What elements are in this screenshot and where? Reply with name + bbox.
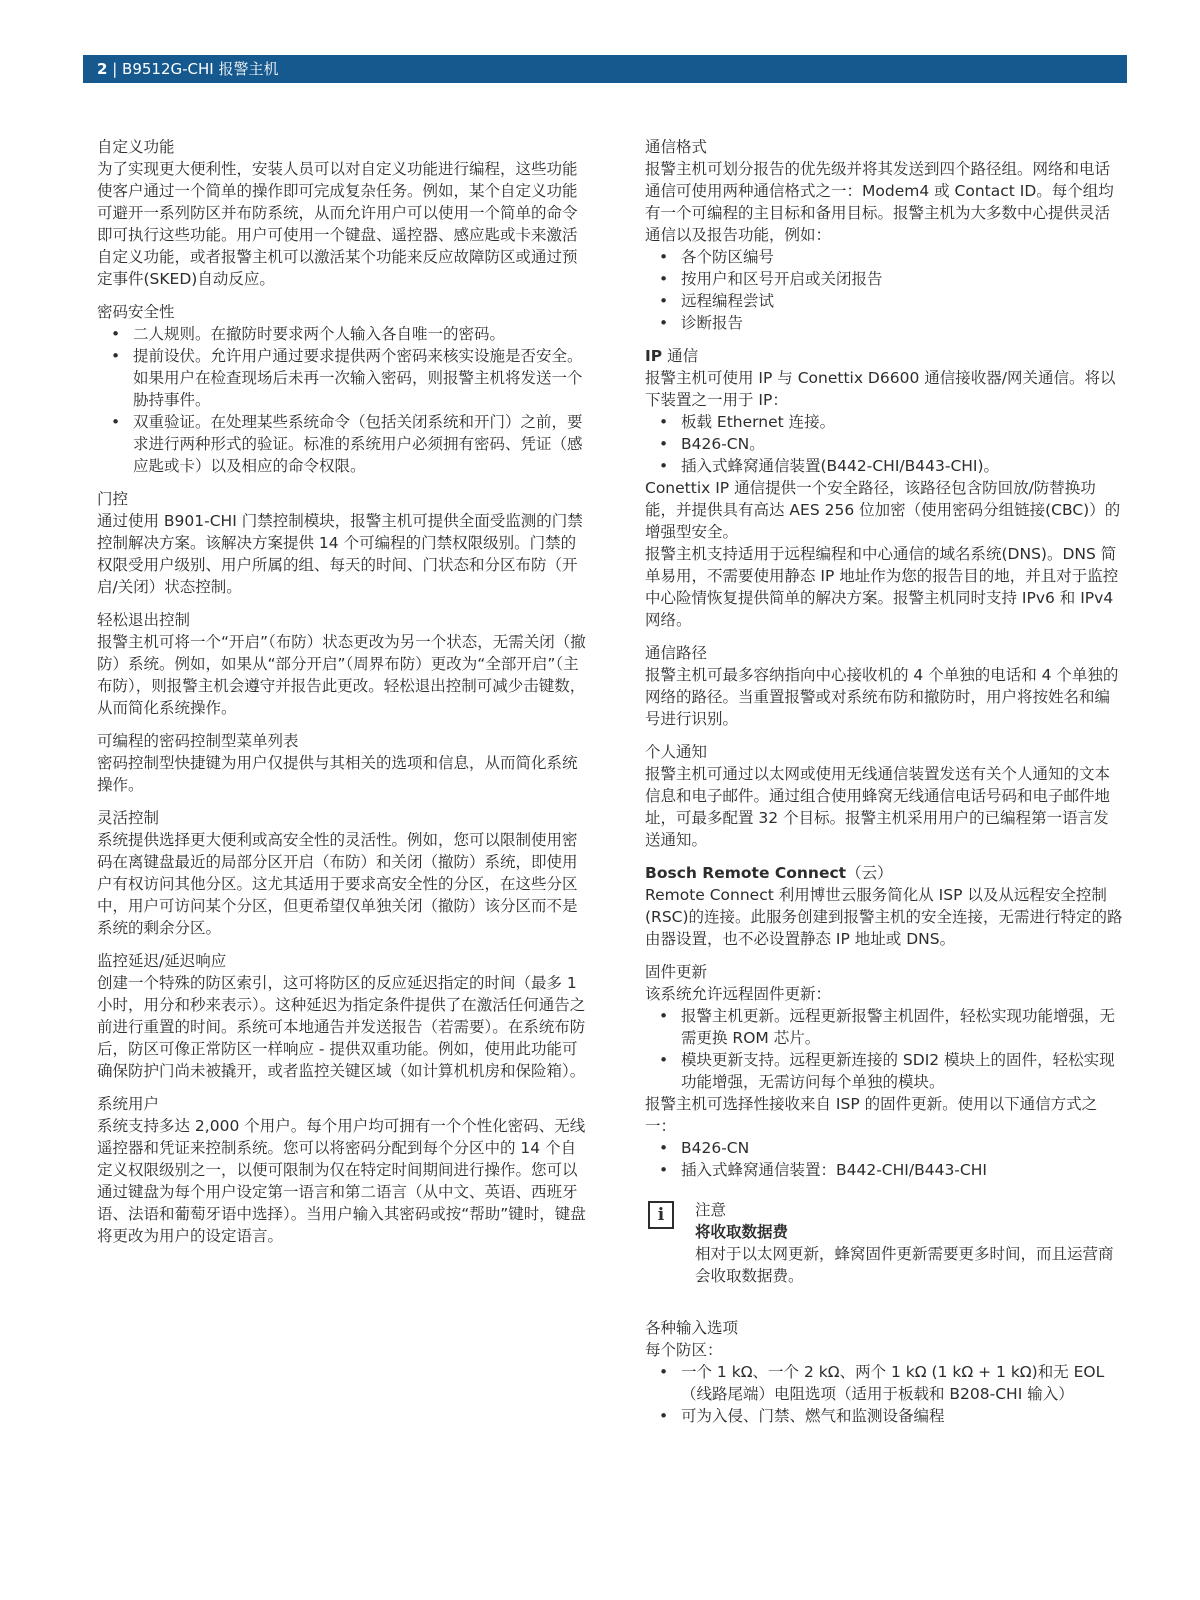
section-title: 系统用户 — [97, 1095, 160, 1113]
section-title — [645, 862, 1123, 884]
list-item: • 诊断报告 — [645, 312, 1123, 334]
section-system-users — [97, 1093, 587, 1247]
list-item: • 远程编程尝试 — [645, 290, 1123, 312]
section-title: 通信格式 — [645, 138, 708, 156]
bullet-list — [645, 1005, 1123, 1093]
section-text: 每个防区： — [645, 1341, 723, 1359]
list-item: • 板载 Ethernet 连接。 — [645, 411, 1123, 433]
list-item: • 一个 1 kΩ、一个 2 kΩ、两个 1 kΩ (1 kΩ + 1 kΩ)和无 EOL（线路尾端）电阻选项（适用于板载和 B208-CHI 输入） — [645, 1361, 1123, 1405]
list-item: • 双重验证。在处理某些系统命令（包括关闭系统和开门）之前，要求进行两种形式的验证。标准的系统用户必须拥有密码、凭证（感应匙或卡）以及相应的命令权限。 — [97, 411, 587, 477]
section-title — [645, 345, 1123, 367]
section-text: 报警主机可选择性接收来自 ISP 的固件更新。使用以下通信方式之一： — [645, 1095, 1098, 1135]
section-access-control — [97, 488, 587, 598]
section-easy-exit — [97, 609, 587, 719]
section-title: 各种输入选项 — [645, 1319, 739, 1337]
left-column — [97, 136, 587, 1258]
bullet-list — [645, 1361, 1123, 1427]
list-item: • 插入式蜂窝通信装置：B442-CHI/B443-CHI — [645, 1159, 1123, 1181]
document-title: B9512G-CHI 报警主机 — [122, 60, 279, 78]
notice-text: 相对于以太网更新，蜂窝固件更新需要更多时间，而且运营商会收取数据费。 — [695, 1245, 1114, 1285]
section-title: 个人通知 — [645, 743, 708, 761]
section-title: 固件更新 — [645, 963, 708, 981]
right-column — [645, 136, 1123, 1438]
section-title: 轻松退出控制 — [97, 611, 191, 629]
section-comm-format — [645, 136, 1123, 334]
bullet-list — [645, 1137, 1123, 1181]
section-title: 密码安全性 — [97, 303, 175, 321]
section-input-options — [645, 1317, 1123, 1427]
bullet-list — [97, 323, 587, 477]
section-text: Conettix IP 通信提供一个安全路径，该路径包含防回放/防替换功能，并提供具有高达 AES 256 位加密（使用密码分组链接(CBC)）的增强型安全。 — [645, 479, 1121, 541]
section-menu-list — [97, 730, 587, 796]
bullet-list — [645, 411, 1123, 477]
list-item: • 各个防区编号 — [645, 246, 1123, 268]
page-number: 2 — [97, 60, 108, 78]
notice-title: 将收取数据费 — [695, 1223, 789, 1241]
section-text: 报警主机可通过以太网或使用无线通信装置发送有关个人通知的文本信息和电子邮件。通过组合使用蜂窝无线通信电话号码和电子邮件地址，可最多配置 32 个目标。报警主机采用用户的已编程第一语言发送通知。 — [645, 765, 1111, 849]
list-item: • 报警主机更新。远程更新报警主机固件，轻松实现功能增强，无需更换 ROM 芯片。 — [645, 1005, 1123, 1049]
section-text: 系统提供选择更大便利或高安全性的灵活性。例如，您可以限制使用密码在离键盘最近的局部分区开启（布防）和关闭（撤防）系统，即使用户有权访问其他分区。这尤其适用于要求高安全性的分区，在这些分区中，用户可访问某个分区，但更希望仅单独关闭（撤防）该分区而不是系统的剩余分区。 — [97, 831, 578, 937]
list-item: • 可为入侵、门禁、燃气和监测设备编程 — [645, 1405, 1123, 1427]
section-ip-comm — [645, 345, 1123, 631]
notice-label: 注意 — [695, 1201, 727, 1219]
section-title: 监控延迟/延迟响应 — [97, 952, 227, 970]
section-text: Remote Connect 利用博世云服务简化从 ISP 以及从远程安全控制(RSC)的连接。此服务创建到报警主机的安全连接，无需进行特定的路由器设置，也不必设置静态 IP 地址或 DNS。 — [645, 886, 1123, 948]
section-remote-connect — [645, 862, 1123, 950]
section-text: 通过使用 B901-CHI 门禁控制模块，报警主机可提供全面受监测的门禁控制解决方案。该解决方案提供 14 个可编程的门禁权限级别。门禁的权限受用户级别、用户所属的组、每天的时间、门状态和分区布防（开启/关闭）状态控制。 — [97, 512, 583, 596]
section-text: 密码控制型快捷键为用户仅提供与其相关的选项和信息，从而简化系统操作。 — [97, 754, 578, 794]
section-text: 报警主机支持适用于远程编程和中心通信的域名系统(DNS)。DNS 简单易用，不需要使用静态 IP 地址作为您的报告目的地，并且对于监控中心险情恢复提供简单的解决方案。报警主机同时支持 IPv6 和 IPv4 网络。 — [645, 545, 1119, 629]
section-delay-response — [97, 950, 587, 1082]
list-item: • B426-CN。 — [645, 433, 1123, 455]
page-header-bar — [83, 55, 1127, 83]
section-title: 可编程的密码控制型菜单列表 — [97, 732, 299, 750]
section-text: 该系统允许远程固件更新： — [645, 985, 832, 1003]
list-item: • 二人规则。在撤防时要求两个人输入各自唯一的密码。 — [97, 323, 587, 345]
section-title: 门控 — [97, 490, 129, 508]
section-custom-functions — [97, 136, 587, 290]
notice-box — [645, 1199, 1123, 1287]
section-text: 为了实现更大便利性，安装人员可以对自定义功能进行编程，这些功能使客户通过一个简单的操作即可完成复杂任务。例如，某个自定义功能可避开一系列防区并布防系统，从而允许用户可以使用一个简单的命令即可执行这些功能。用户可使用一个键盘、遥控器、感应匙或卡来激活自定义功能，或者报警主机可以激活某个功能来反应故障防区或通过预定事件(SKED)自动反应。 — [97, 160, 578, 288]
header-separator: | — [107, 60, 123, 78]
section-title-rest: （云） — [846, 864, 893, 882]
section-text: 创建一个特殊的防区索引，这可将防区的反应延迟指定的时间（最多 1 小时，用分和秒来表示）。这种延迟为指定条件提供了在激活任何通告之前进行重置的时间。系统可本地通告并发送报告（若需要）。在系统布防后，防区可像正常防区一样响应 - 提供双重功能。例如，使用此功能可确保防护门尚未被撬开，或者监控关键区域（如计算机机房和保险箱）。 — [97, 974, 586, 1080]
list-item: • 插入式蜂窝通信装置(B442-CHI/B443-CHI)。 — [645, 455, 1123, 477]
section-passcode-security — [97, 301, 587, 477]
section-title: 灵活控制 — [97, 809, 160, 827]
list-item: • 按用户和区号开启或关闭报告 — [645, 268, 1123, 290]
section-title: 自定义功能 — [97, 138, 175, 156]
section-title-rest: 通信 — [662, 347, 699, 365]
section-text: 系统支持多达 2,000 个用户。每个用户均可拥有一个个性化密码、无线遥控器和凭证来控制系统。您可以将密码分配到每个分区中的 14 个自定义权限级别之一，以便可限制为仅在特定时间期间进行操作。您可以通过键盘为每个用户设定第一语言和第二语言（从中文、英语、西班牙语、法语和葡萄牙语中选择）。当用户输入其密码或按“帮助”键时，键盘将更改为用户的设定语言。 — [97, 1117, 586, 1245]
section-title: 通信路径 — [645, 644, 708, 662]
section-text: 报警主机可划分报告的优先级并将其发送到四个路径组。网络和电话通信可使用两种通信格式之一：Modem4 或 Contact ID。每个组均有一个可编程的主目标和备用目标。报警主机为大多数中心提供灵活通信以及报告功能，例如： — [645, 160, 1114, 244]
section-text: 报警主机可最多容纳指向中心接收机的 4 个单独的电话和 4 个单独的网络的路径。当重置报警或对系统布防和撤防时，用户将按姓名和编号进行识别。 — [645, 666, 1119, 728]
section-title-bold: Bosch Remote Connect — [645, 864, 847, 882]
section-text: 报警主机可将一个“开启”（布防）状态更改为另一个状态，无需关闭（撤防）系统。例如，如果从“部分开启”（周界布防）更改为“全部开启”（主布防），则报警主机会遵守并报告此更改。轻松退出控制可减少击键数，从而简化系统操作。 — [97, 633, 586, 717]
section-title-bold: IP — [645, 347, 663, 365]
bullet-list — [645, 246, 1123, 334]
section-comm-path — [645, 642, 1123, 730]
section-text: 报警主机可使用 IP 与 Conettix D6600 通信接收器/网关通信。将以下装置之一用于 IP： — [645, 369, 1116, 409]
section-personal-notification — [645, 741, 1123, 851]
info-icon: i — [648, 1201, 674, 1229]
list-item: • 提前设伏。允许用户通过要求提供两个密码来核实设施是否安全。如果用户在检查现场后未再一次输入密码，则报警主机将发送一个胁持事件。 — [97, 345, 587, 411]
section-flexible-control — [97, 807, 587, 939]
section-firmware-update — [645, 961, 1123, 1181]
list-item: • 模块更新支持。远程更新连接的 SDI2 模块上的固件，轻松实现功能增强，无需访问每个单独的模块。 — [645, 1049, 1123, 1093]
list-item: • B426-CN — [645, 1137, 1123, 1159]
